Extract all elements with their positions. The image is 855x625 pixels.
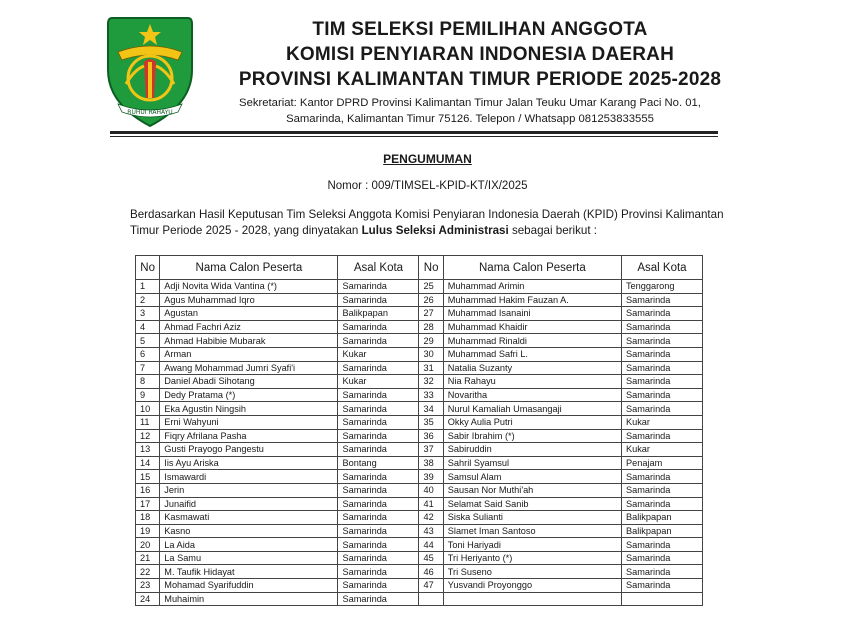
cell-no: 40	[419, 483, 443, 497]
cell-no: 41	[419, 497, 443, 511]
cell-name: Toni Hariyadi	[443, 538, 621, 552]
cell-name: Tri Suseno	[443, 565, 621, 579]
table-row	[136, 402, 703, 416]
intro-text-after: sebagai berikut :	[508, 224, 598, 237]
table-row	[136, 307, 703, 321]
cell-name: Arman	[160, 347, 338, 361]
cell-no: 19	[136, 524, 160, 538]
cell-name: Daniel Abadi Sihotang	[160, 375, 338, 389]
cell-name: Erni Wahyuni	[160, 415, 338, 429]
cell-city: Kukar	[621, 415, 702, 429]
cell-no: 17	[136, 497, 160, 511]
table-row	[136, 565, 703, 579]
cell-no: 46	[419, 565, 443, 579]
cell-no: 7	[136, 361, 160, 375]
cell-no: 2	[136, 293, 160, 307]
cell-no: 26	[419, 293, 443, 307]
secretariat-line-2: Samarinda, Kalimantan Timur 75126. Telepon / Whatsapp 081253833555	[286, 113, 654, 125]
cell-name: Sausan Nor Muthi'ah	[443, 483, 621, 497]
cell-city: Samarinda	[338, 511, 419, 525]
table-row	[136, 524, 703, 538]
cell-name: Tri Heriyanto (*)	[443, 551, 621, 565]
announcement-intro	[130, 207, 730, 239]
cell-city: Kukar	[338, 347, 419, 361]
cell-name: Muhammad Hakim Fauzan A.	[443, 293, 621, 307]
cell-city: Samarinda	[621, 388, 702, 402]
cell-city: Samarinda	[621, 375, 702, 389]
table-row	[136, 347, 703, 361]
cell-name: Ismawardi	[160, 470, 338, 484]
header-city: Asal Kota	[338, 256, 419, 280]
cell-no: 12	[136, 429, 160, 443]
table-row	[136, 456, 703, 470]
cell-city: Samarinda	[621, 361, 702, 375]
header-divider-thick	[110, 131, 718, 134]
cell-city: Tenggarong	[621, 280, 702, 294]
cell-no: 10	[136, 402, 160, 416]
cell-no: 18	[136, 511, 160, 525]
cell-name: Yusvandi Proyonggo	[443, 579, 621, 593]
cell-city: Samarinda	[338, 402, 419, 416]
cell-city: Samarinda	[338, 293, 419, 307]
table-row	[136, 429, 703, 443]
cell-no: 16	[136, 483, 160, 497]
cell-name: Muhammad Arimin	[443, 280, 621, 294]
cell-city: Penajam	[621, 456, 702, 470]
cell-no: 14	[136, 456, 160, 470]
table-row	[136, 280, 703, 294]
table-row	[136, 551, 703, 565]
intro-text-bold: Lulus Seleksi Administrasi	[361, 224, 509, 237]
secretariat-line-1: Sekretariat: Kantor DPRD Provinsi Kalimantan Timur Jalan Teuku Umar Karang Paci No. 01,	[239, 97, 701, 109]
header-city: Asal Kota	[621, 256, 702, 280]
cell-city: Samarinda	[621, 497, 702, 511]
cell-name: Sahril Syamsul	[443, 456, 621, 470]
cell-no: 42	[419, 511, 443, 525]
cell-city: Samarinda	[338, 443, 419, 457]
cell-name: Ahmad Fachri Aziz	[160, 320, 338, 334]
cell-name: Nurul Kamaliah Umasangaji	[443, 402, 621, 416]
cell-name: Okky Aulia Putri	[443, 415, 621, 429]
table-row	[136, 293, 703, 307]
secretariat-address	[210, 95, 730, 127]
table-row	[136, 538, 703, 552]
table-row	[136, 470, 703, 484]
table-row	[136, 375, 703, 389]
cell-no: 20	[136, 538, 160, 552]
cell-city: Samarinda	[621, 470, 702, 484]
cell-no: 8	[136, 375, 160, 389]
header-no: No	[419, 256, 443, 280]
cell-city: Samarinda	[338, 565, 419, 579]
cell-name: Iis Ayu Ariska	[160, 456, 338, 470]
cell-city: Samarinda	[338, 470, 419, 484]
cell-name: M. Taufik Hidayat	[160, 565, 338, 579]
cell-name: Sabiruddin	[443, 443, 621, 457]
cell-name: Eka Agustin Ningsih	[160, 402, 338, 416]
cell-no: 33	[419, 388, 443, 402]
cell-city: Samarinda	[621, 538, 702, 552]
cell-city: Samarinda	[621, 483, 702, 497]
cell-no: 11	[136, 415, 160, 429]
cell-name: Kasmawati	[160, 511, 338, 525]
cell-city: Samarinda	[338, 415, 419, 429]
cell-name: Novaritha	[443, 388, 621, 402]
cell-city: Samarinda	[338, 429, 419, 443]
cell-name: Natalia Suzanty	[443, 361, 621, 375]
cell-city: Samarinda	[338, 497, 419, 511]
cell-name: Muhaimin	[160, 592, 338, 606]
cell-city: Samarinda	[621, 293, 702, 307]
header-title-line-3: PROVINSI KALIMANTAN TIMUR PERIODE 2025-2028	[238, 69, 722, 90]
cell-name: Adji Novita Wida Vantina (*)	[160, 280, 338, 294]
announcement-number: Nomor : 009/TIMSEL-KPID-KT/IX/2025	[327, 180, 528, 192]
cell-city: Samarinda	[338, 538, 419, 552]
cell-city: Balikpapan	[338, 307, 419, 321]
cell-name: Gusti Prayogo Pangestu	[160, 443, 338, 457]
cell-no: 30	[419, 347, 443, 361]
cell-name: Jerin	[160, 483, 338, 497]
cell-name: Junaifid	[160, 497, 338, 511]
cell-name: Siska Sulianti	[443, 511, 621, 525]
announcement-heading: PENGUMUMAN	[383, 152, 472, 166]
table-row	[136, 592, 703, 606]
cell-city: Samarinda	[621, 320, 702, 334]
cell-city: Samarinda	[621, 579, 702, 593]
cell-city: Samarinda	[338, 320, 419, 334]
cell-city: Samarinda	[338, 280, 419, 294]
cell-city: Samarinda	[338, 388, 419, 402]
cell-no: 37	[419, 443, 443, 457]
header-title-line-1: TIM SELEKSI PEMILIHAN ANGGOTA	[312, 19, 648, 40]
table-row	[136, 361, 703, 375]
cell-city: Balikpapan	[621, 524, 702, 538]
cell-city: Samarinda	[338, 334, 419, 348]
cell-no: 31	[419, 361, 443, 375]
cell-name: Agus Muhammad Iqro	[160, 293, 338, 307]
cell-no: 34	[419, 402, 443, 416]
cell-name: Selamat Said Sanib	[443, 497, 621, 511]
table-row	[136, 579, 703, 593]
header-title-line-2: KOMISI PENYIARAN INDONESIA DAERAH	[285, 44, 675, 65]
cell-city: Samarinda	[621, 429, 702, 443]
cell-city: Samarinda	[621, 565, 702, 579]
cell-city: Samarinda	[621, 551, 702, 565]
table-row	[136, 388, 703, 402]
table-row	[136, 334, 703, 348]
cell-city: Balikpapan	[621, 511, 702, 525]
cell-name: Mohamad Syarifuddin	[160, 579, 338, 593]
cell-no: 28	[419, 320, 443, 334]
table-row	[136, 483, 703, 497]
cell-no: 21	[136, 551, 160, 565]
cell-name	[443, 592, 621, 606]
provincial-emblem-logo	[104, 12, 196, 130]
cell-no: 35	[419, 415, 443, 429]
cell-no: 45	[419, 551, 443, 565]
cell-city: Samarinda	[338, 524, 419, 538]
intro-text-before: Berdasarkan Hasil Keputusan Tim Seleksi Anggota Komisi Penyiaran Indonesia Daerah (KPID) Provinsi Kalimantan Timur Periode 2025 - 2028, yang dinyatakan	[130, 208, 724, 237]
header-name: Nama Calon Peserta	[443, 256, 621, 280]
cell-name: Muhammad Khaidir	[443, 320, 621, 334]
cell-no: 44	[419, 538, 443, 552]
table-row	[136, 497, 703, 511]
cell-city: Samarinda	[621, 334, 702, 348]
table-row	[136, 443, 703, 457]
cell-no: 39	[419, 470, 443, 484]
cell-name: Awang Mohammad Jumri Syafi'i	[160, 361, 338, 375]
cell-no: 5	[136, 334, 160, 348]
cell-city: Samarinda	[338, 483, 419, 497]
cell-name: La Aida	[160, 538, 338, 552]
cell-name: La Samu	[160, 551, 338, 565]
cell-city: Samarinda	[621, 307, 702, 321]
cell-no: 47	[419, 579, 443, 593]
cell-no: 29	[419, 334, 443, 348]
cell-no: 24	[136, 592, 160, 606]
cell-name: Dedy Pratama (*)	[160, 388, 338, 402]
cell-city: Kukar	[338, 375, 419, 389]
cell-no: 6	[136, 347, 160, 361]
logo-ribbon-text: RUHUI RAHAYU	[127, 109, 173, 116]
cell-no: 25	[419, 280, 443, 294]
cell-no: 15	[136, 470, 160, 484]
cell-name: Muhammad Safri L.	[443, 347, 621, 361]
cell-no: 27	[419, 307, 443, 321]
cell-no: 13	[136, 443, 160, 457]
cell-name: Sabir Ibrahim (*)	[443, 429, 621, 443]
cell-name: Nia Rahayu	[443, 375, 621, 389]
cell-no: 4	[136, 320, 160, 334]
cell-name: Slamet Iman Santoso	[443, 524, 621, 538]
table-row	[136, 320, 703, 334]
cell-city: Bontang	[338, 456, 419, 470]
cell-no: 9	[136, 388, 160, 402]
cell-city: Kukar	[621, 443, 702, 457]
header-no: No	[136, 256, 160, 280]
table-header-row	[136, 256, 703, 280]
cell-city: Samarinda	[338, 592, 419, 606]
cell-name: Samsul Alam	[443, 470, 621, 484]
cell-name: Ahmad Habibie Mubarak	[160, 334, 338, 348]
participants-table	[135, 255, 703, 606]
table-row	[136, 511, 703, 525]
cell-city: Samarinda	[621, 402, 702, 416]
header-divider-thin	[110, 136, 718, 137]
cell-city: Samarinda	[338, 361, 419, 375]
cell-name: Kasno	[160, 524, 338, 538]
cell-city: Samarinda	[621, 347, 702, 361]
cell-no: 38	[419, 456, 443, 470]
cell-name: Muhammad Isanaini	[443, 307, 621, 321]
cell-no: 43	[419, 524, 443, 538]
cell-name: Muhammad Rinaldi	[443, 334, 621, 348]
header-name: Nama Calon Peserta	[160, 256, 338, 280]
cell-no: 36	[419, 429, 443, 443]
cell-no: 22	[136, 565, 160, 579]
table-row	[136, 415, 703, 429]
cell-no: 1	[136, 280, 160, 294]
cell-no: 3	[136, 307, 160, 321]
cell-name: Agustan	[160, 307, 338, 321]
cell-no	[419, 592, 443, 606]
cell-city: Samarinda	[338, 551, 419, 565]
cell-city	[621, 592, 702, 606]
cell-name: Fiqry Afrilana Pasha	[160, 429, 338, 443]
cell-city: Samarinda	[338, 579, 419, 593]
cell-no: 32	[419, 375, 443, 389]
cell-no: 23	[136, 579, 160, 593]
